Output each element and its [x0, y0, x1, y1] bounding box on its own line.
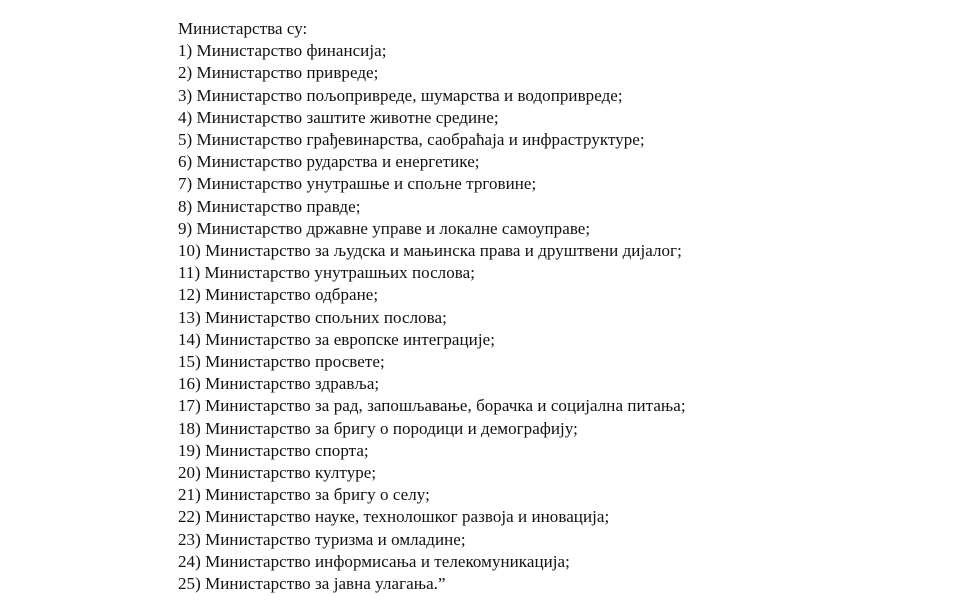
ministry-list-item-23: 23) Министарство туризма и омладине;: [178, 529, 466, 549]
ministry-list-item-2: 2) Министарство привреде;: [178, 63, 379, 83]
ministry-list-item-25: 25) Министарство за јавна улагања.”: [178, 574, 446, 594]
ministry-list-item-1: 1) Министарство финансија;: [178, 41, 387, 61]
ministry-list-item-14: 14) Министарство за европске интеграције;: [178, 329, 495, 349]
ministry-list-item-21: 21) Министарство за бригу о селу;: [178, 485, 430, 505]
ministry-list-item-13: 13) Министарство спољних послова;: [178, 307, 447, 327]
ministry-list-item-16: 16) Министарство здравља;: [178, 374, 380, 394]
ministry-list-item-4: 4) Министарство заштите животне средине;: [178, 107, 499, 127]
ministry-list-item-22: 22) Министарство науке, технолошког развоја и иновација;: [178, 507, 610, 527]
ministry-list-item-24: 24) Министарство информисања и телекомуникација;: [178, 551, 570, 571]
ministry-list-item-20: 20) Министарство културе;: [178, 463, 377, 483]
ministry-list-item-9: 9) Министарство државне управе и локалне самоуправе;: [178, 218, 591, 238]
ministry-list-item-11: 11) Министарство унутрашњих послова;: [178, 263, 475, 283]
ministry-list-item-8: 8) Министарство правде;: [178, 196, 361, 216]
ministry-list-item-15: 15) Министарство просвете;: [178, 352, 385, 372]
ministry-list-item-7: 7) Министарство унутрашње и спољне трговине;: [178, 174, 537, 194]
ministry-list-item-17: 17) Министарство за рад, запошљавање, борачка и социјална питања;: [178, 396, 686, 416]
ministry-list-item-12: 12) Министарство одбране;: [178, 285, 379, 305]
ministry-list-item-10: 10) Министарство за људска и мањинска права и друштвени дијалог;: [178, 241, 682, 261]
ministry-list-item-6: 6) Министарство рударства и енергетике;: [178, 152, 480, 172]
ministry-list-item-18: 18) Министарство за бригу о породици и демографију;: [178, 418, 578, 438]
ministries-document: [178, 18, 958, 595]
ministry-list-item-5: 5) Министарство грађевинарства, саобраћаја и инфраструктуре;: [178, 130, 645, 150]
ministry-list-item-19: 19) Министарство спорта;: [178, 440, 369, 460]
document-heading: Министарства су:: [178, 19, 308, 38]
ministry-list-item-3: 3) Министарство пољопривреде, шумарства и водопривреде;: [178, 85, 623, 105]
